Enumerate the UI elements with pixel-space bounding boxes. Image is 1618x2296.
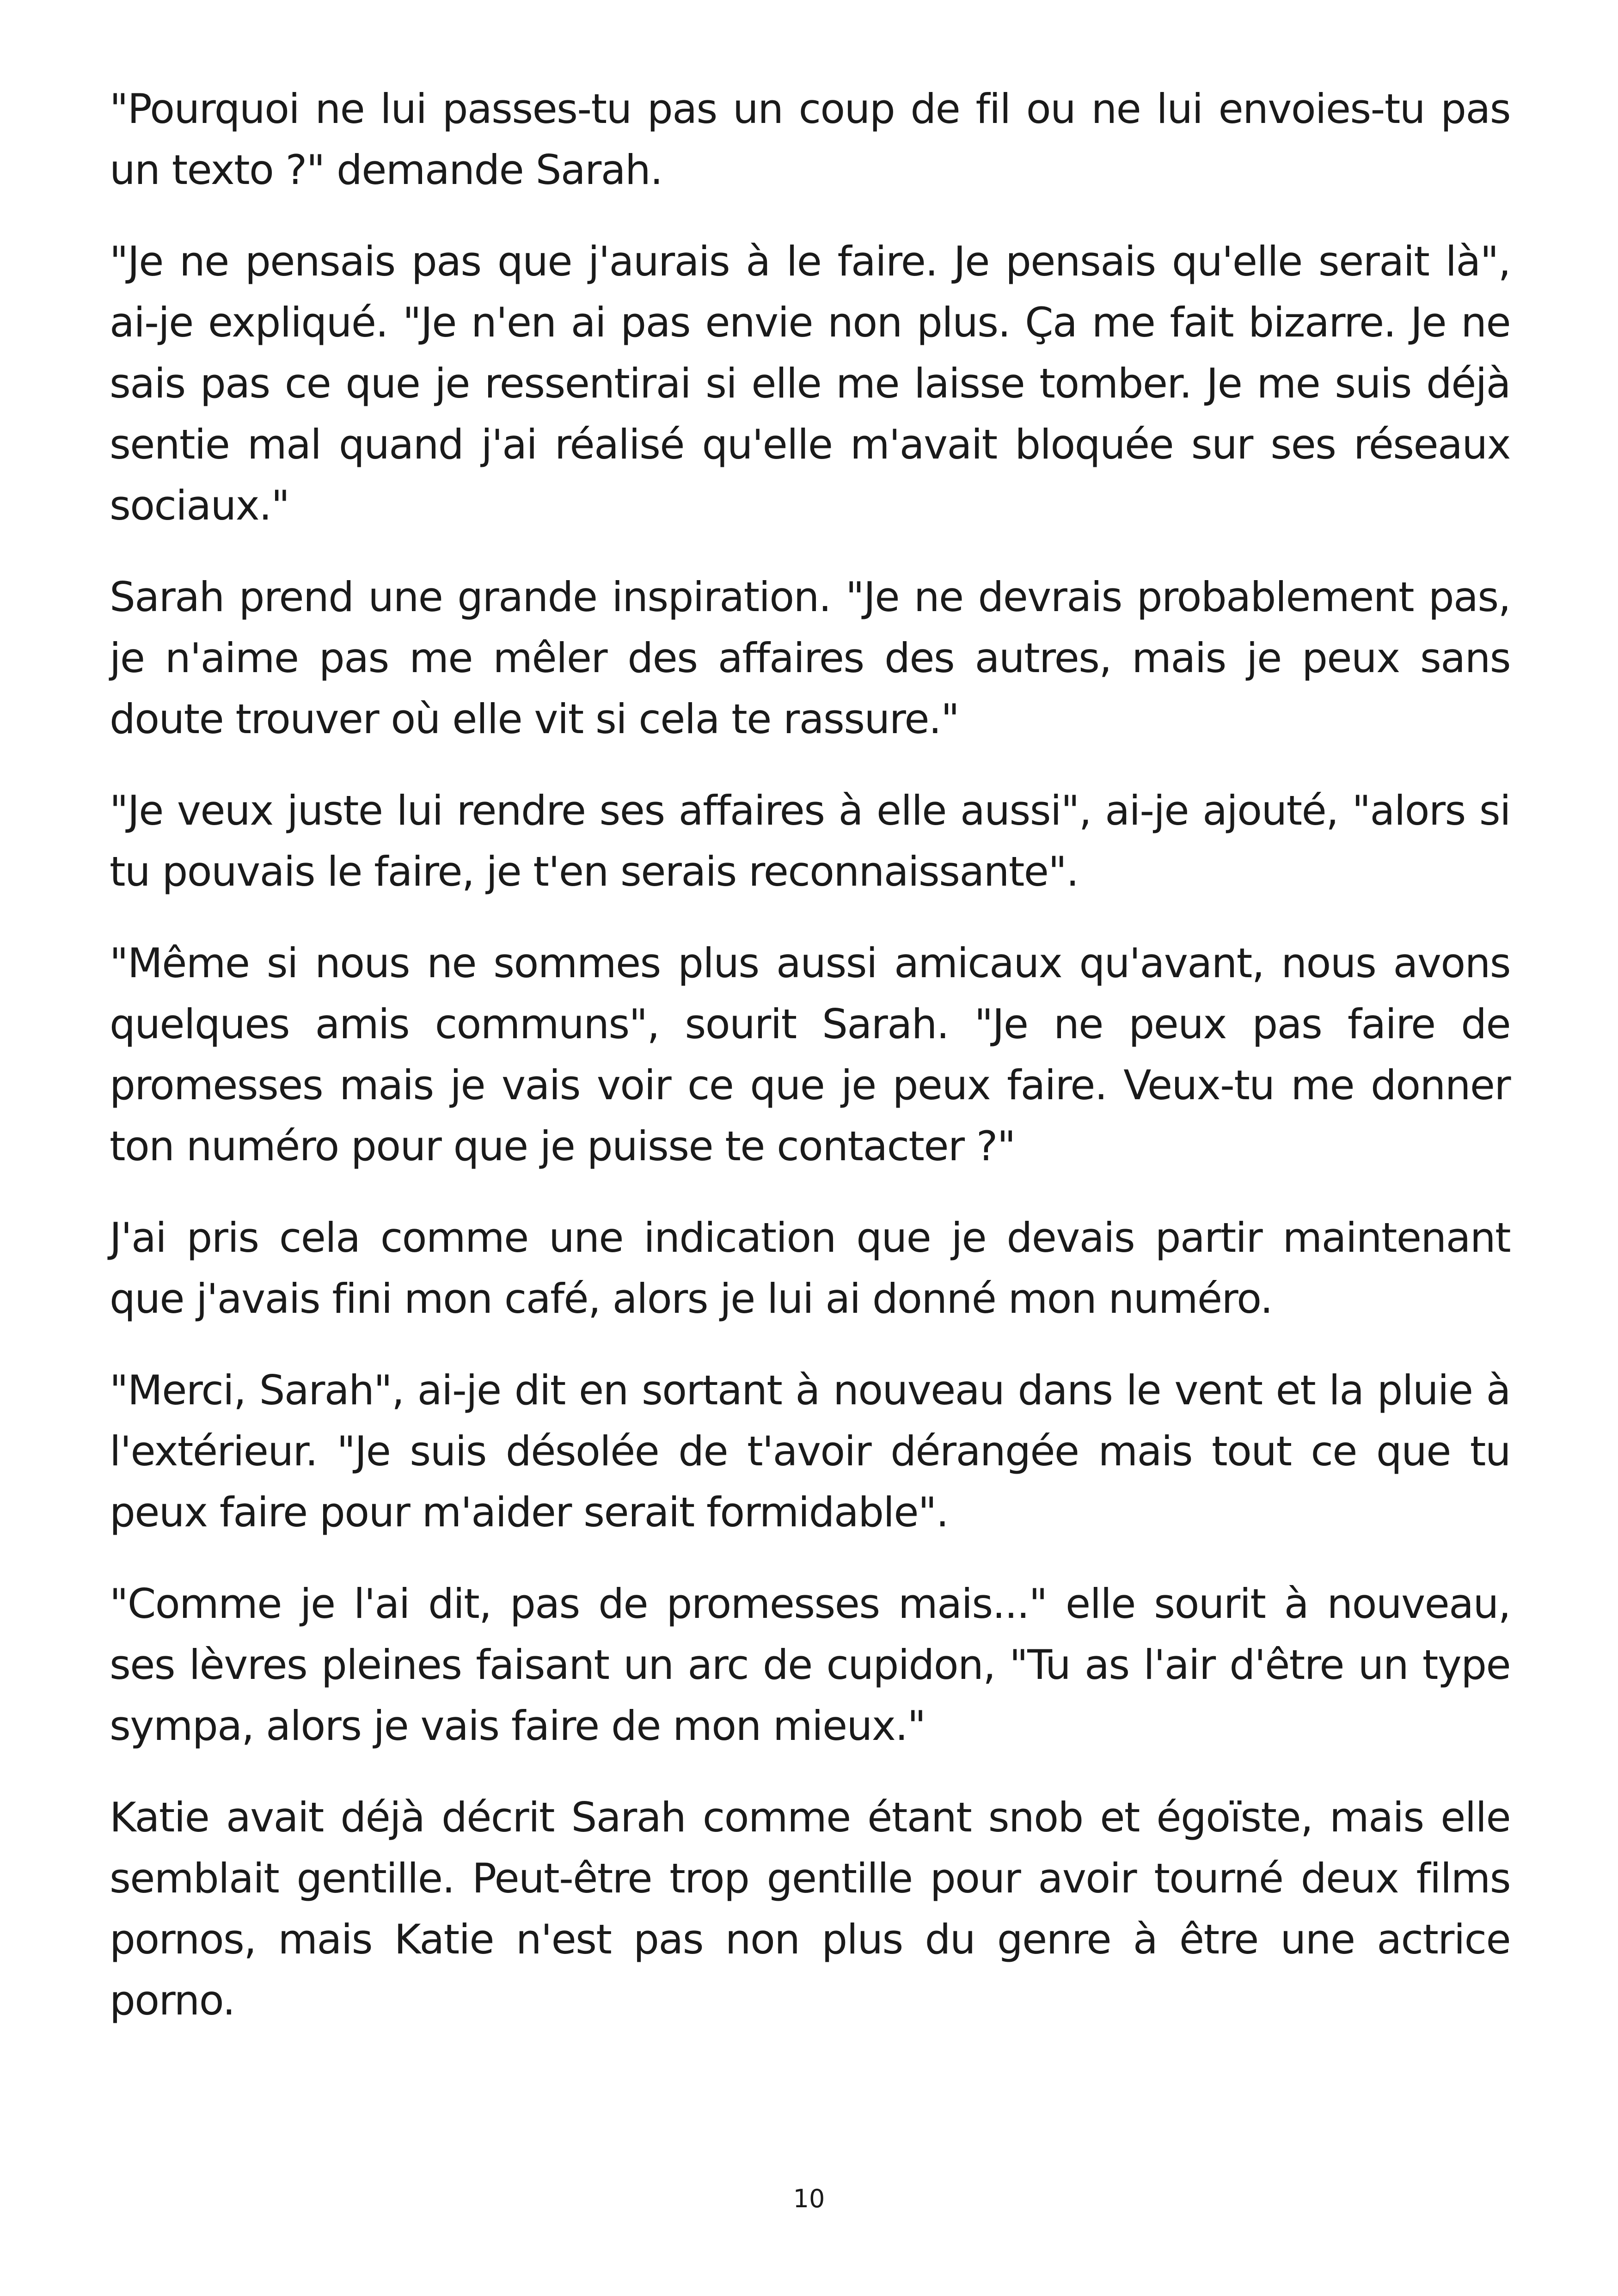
page-number: 10: [793, 2184, 825, 2213]
paragraph: "Je veux juste lui rendre ses affaires à elle aussi", ai-je ajouté, "alors si tu pouvais le faire, je t'en serais reconnaissante".: [110, 787, 1510, 895]
paragraph: "Je ne pensais pas que j'aurais à le faire. Je pensais qu'elle serait là", ai-je expliqué. "Je n'en ai pas envie non plus. Ça me fait bizarre. Je ne sais pas ce que je ressentirai si elle me laisse tomber. Je me suis déjà sentie mal quand j'ai réalisé qu'elle m'avait bloquée sur ses réseaux sociaux.": [110, 238, 1510, 529]
paragraph: Sarah prend une grande inspiration. "Je ne devrais probablement pas, je n'aime pas me mêler des affaires des autres, mais je peux sans doute trouver où elle vit si cela te rassure.": [110, 573, 1510, 743]
body-text: [110, 79, 1510, 2062]
paragraph: "Comme je l'ai dit, pas de promesses mais..." elle sourit à nouveau, ses lèvres pleines faisant un arc de cupidon, "Tu as l'air d'être un type sympa, alors je vais faire de mon mieux.": [110, 1580, 1510, 1750]
paragraph: "Pourquoi ne lui passes-tu pas un coup de fil ou ne lui envoies-tu pas un texto ?" demande Sarah.: [110, 85, 1510, 194]
paragraph: "Même si nous ne sommes plus aussi amicaux qu'avant, nous avons quelques amis communs", sourit Sarah. "Je ne peux pas faire de promesses mais je vais voir ce que je peux faire. Veux-tu me donner ton numéro pour que je puisse te contacter ?": [110, 939, 1510, 1170]
paragraph: Katie avait déjà décrit Sarah comme étant snob et égoïste, mais elle semblait gentille. Peut-être trop gentille pour avoir tourné deux films pornos, mais Katie n'est pas non plus du genre à être une actrice porno.: [110, 1794, 1510, 2024]
paragraph: "Merci, Sarah", ai-je dit en sortant à nouveau dans le vent et la pluie à l'extérieur. "Je suis désolée de t'avoir dérangée mais tout ce que tu peux faire pour m'aider serait formidable".: [110, 1366, 1510, 1536]
paragraph: J'ai pris cela comme une indication que je devais partir maintenant que j'avais fini mon café, alors je lui ai donné mon numéro.: [110, 1214, 1510, 1322]
